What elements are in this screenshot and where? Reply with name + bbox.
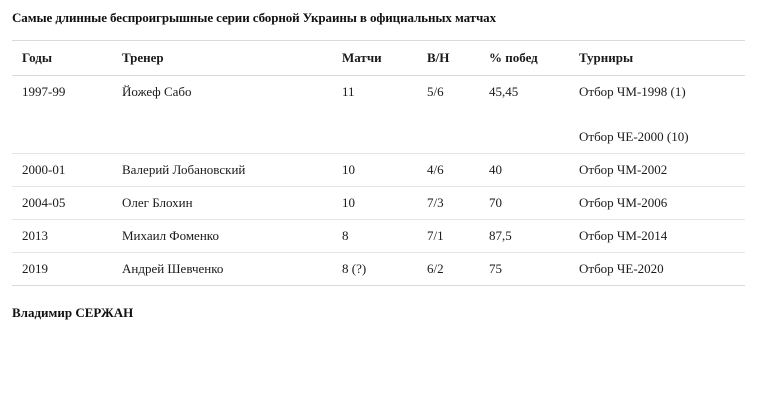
column-header-win-percent: % побед (479, 41, 569, 76)
tournament-entry: Отбор ЧЕ-2000 (10) (579, 129, 689, 144)
table-row (12, 187, 745, 220)
table-row (12, 220, 745, 253)
column-header-tournaments: Турниры (569, 41, 745, 76)
unbeaten-streaks-table (12, 40, 745, 286)
cell-wins-draws: 7/1 (417, 220, 479, 253)
cell-coach: Олег Блохин (112, 187, 332, 220)
tournament-entry: Отбор ЧМ-2006 (579, 195, 668, 210)
cell-matches: 11 (332, 76, 417, 154)
table-header (12, 41, 745, 76)
cell-matches: 10 (332, 187, 417, 220)
table-body (12, 76, 745, 286)
cell-wins-draws: 5/6 (417, 76, 479, 154)
cell-tournaments (569, 187, 745, 220)
cell-coach: Йожеф Сабо (112, 76, 332, 154)
cell-matches: 8 (332, 220, 417, 253)
tournament-entry: Отбор ЧМ-2002 (579, 162, 668, 177)
cell-win-percent: 70 (479, 187, 569, 220)
cell-coach: Андрей Шевченко (112, 253, 332, 286)
column-header-matches: Матчи (332, 41, 417, 76)
cell-years: 2000-01 (12, 154, 112, 187)
cell-wins-draws: 6/2 (417, 253, 479, 286)
cell-matches: 10 (332, 154, 417, 187)
tournament-entry: Отбор ЧМ-1998 (1) (579, 84, 686, 99)
author-signature: Владимир СЕРЖАН (12, 305, 134, 320)
cell-tournaments (569, 253, 745, 286)
cell-wins-draws: 4/6 (417, 154, 479, 187)
column-header-coach: Тренер (112, 41, 332, 76)
cell-tournaments (569, 154, 745, 187)
tournament-entry: Отбор ЧМ-2014 (579, 228, 668, 243)
tournament-entry: Отбор ЧЕ-2020 (579, 261, 664, 276)
cell-coach: Валерий Лобановский (112, 154, 332, 187)
table-row (12, 253, 745, 286)
cell-years: 2013 (12, 220, 112, 253)
page-title: Самые длинные беспроигрышные серии сборной Украины в официальных матчах (12, 10, 496, 25)
column-header-years: Годы (12, 41, 112, 76)
cell-matches: 8 (?) (332, 253, 417, 286)
table-row (12, 76, 745, 154)
cell-win-percent: 75 (479, 253, 569, 286)
cell-wins-draws: 7/3 (417, 187, 479, 220)
cell-tournaments (569, 220, 745, 253)
cell-years: 2004-05 (12, 187, 112, 220)
cell-coach: Михаил Фоменко (112, 220, 332, 253)
cell-years: 1997-99 (12, 76, 112, 154)
cell-win-percent: 87,5 (479, 220, 569, 253)
cell-win-percent: 40 (479, 154, 569, 187)
cell-win-percent: 45,45 (479, 76, 569, 154)
table-row (12, 154, 745, 187)
cell-tournaments (569, 76, 745, 154)
cell-years: 2019 (12, 253, 112, 286)
table-header-row (12, 41, 745, 76)
column-header-wins-draws: В/Н (417, 41, 479, 76)
